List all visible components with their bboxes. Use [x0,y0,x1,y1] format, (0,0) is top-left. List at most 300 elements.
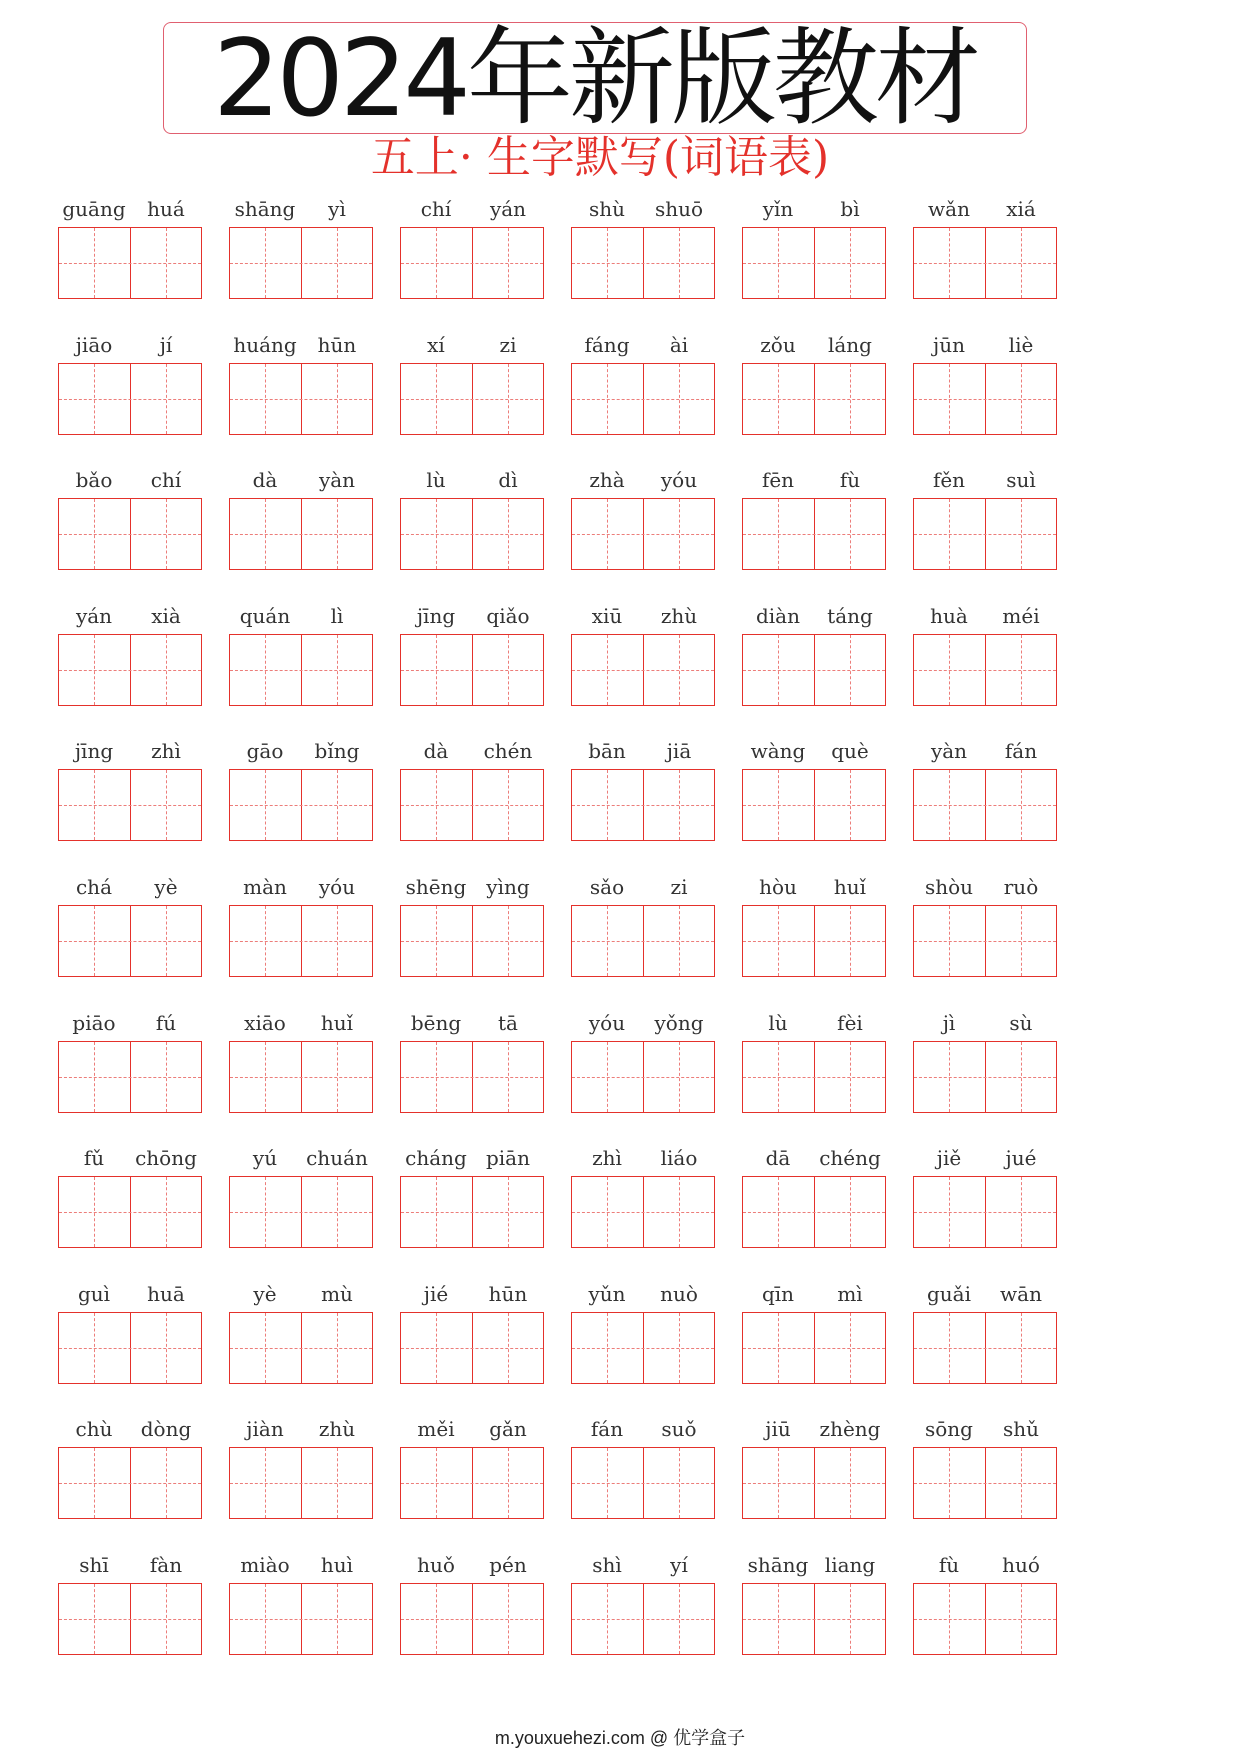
pinyin-label: huà [930,604,968,628]
pinyin-label: dòng [140,1417,192,1441]
writing-boxes[interactable] [58,769,202,841]
guide-line [59,534,201,535]
guide-line [914,1348,1056,1349]
pinyin-label: lù [426,468,446,492]
pinyin-label: yú [252,1146,278,1170]
writing-boxes[interactable] [913,634,1057,706]
guide-line [572,263,714,264]
pinyin-label: fàn [149,1553,183,1577]
guide-line [743,805,885,806]
writing-boxes[interactable] [400,1447,544,1519]
pinyin-label: lì [330,604,344,628]
writing-boxes[interactable] [571,769,715,841]
guide-line [59,1212,201,1213]
word-item [229,332,373,442]
word-item [58,874,202,984]
guide-line [743,263,885,264]
word-item [913,196,1057,306]
word-item [400,738,544,848]
pinyin-label: hūn [317,333,357,357]
pinyin-label: táng [827,604,873,628]
pinyin-label: miào [240,1553,290,1577]
pinyin-label: shì [592,1553,622,1577]
pinyin-label: diàn [755,604,800,628]
guide-line [401,941,543,942]
guide-line [59,670,201,671]
pinyin-label: què [831,739,869,763]
pinyin-label: màn [243,875,287,899]
word-item [58,1145,202,1255]
footer-source: m.youxuehezi.com @ 优学盒子 [494,1728,746,1748]
pinyin-label: pén [489,1553,527,1577]
guide-line [230,1212,372,1213]
writing-boxes[interactable] [400,363,544,435]
writing-boxes[interactable] [571,634,715,706]
pinyin-label: yí [670,1553,688,1577]
word-item [742,196,886,306]
writing-boxes[interactable] [571,1312,715,1384]
pinyin-label: mù [321,1282,353,1306]
pinyin-label: bǎo [75,468,113,492]
writing-boxes[interactable] [742,498,886,570]
writing-boxes[interactable] [229,227,373,299]
pinyin-label: xiū [591,604,623,628]
word-item [400,603,544,713]
word-item [571,1416,715,1526]
writing-boxes[interactable] [571,1583,715,1655]
pinyin-label: qīn [761,1282,795,1306]
pinyin-label: fēn [761,468,795,492]
guide-line [401,534,543,535]
word-item [400,196,544,306]
guide-line [572,1077,714,1078]
word-item [571,1281,715,1391]
word-item [913,1552,1057,1662]
pinyin-label: suǒ [661,1417,697,1441]
word-item [229,1145,373,1255]
pinyin-label: hòu [759,875,797,899]
pinyin-label: yàn [930,739,968,763]
pinyin-label: nuò [660,1282,698,1306]
pinyin-label: fèi [837,1011,863,1035]
guide-line [572,1483,714,1484]
pinyin-label: fú [155,1011,177,1035]
guide-line [401,1348,543,1349]
word-item [913,603,1057,713]
writing-boxes[interactable] [742,363,886,435]
writing-boxes[interactable] [400,1312,544,1384]
word-item [400,1281,544,1391]
guide-line [914,1619,1056,1620]
word-item [571,1010,715,1120]
pinyin-label: yán [489,197,527,221]
writing-boxes[interactable] [913,905,1057,977]
guide-line [401,1077,543,1078]
pinyin-label: shòu [924,875,974,899]
guide-line [743,1212,885,1213]
pinyin-label: quán [239,604,291,628]
writing-boxes[interactable] [571,1176,715,1248]
pinyin-label: shǔ [1002,1417,1040,1441]
pinyin-label: yìng [486,875,530,899]
pinyin-label: huó [1002,1553,1040,1577]
pinyin-label: yàn [318,468,356,492]
word-item [58,196,202,306]
pinyin-label: jiā [666,739,692,763]
pinyin-label: jí [159,333,173,357]
writing-boxes[interactable] [913,1583,1057,1655]
guide-line [230,1348,372,1349]
pinyin-label: yǐn [762,197,794,221]
pinyin-label: wǎn [928,197,970,221]
writing-boxes[interactable] [571,227,715,299]
guide-line [572,670,714,671]
pinyin-label: shāng [747,1553,809,1577]
word-item [229,738,373,848]
pinyin-label: yǔn [588,1282,626,1306]
word-item [742,467,886,577]
word-item [400,1552,544,1662]
pinyin-label: lù [768,1011,788,1035]
writing-boxes[interactable] [400,1583,544,1655]
word-item [571,874,715,984]
pinyin-label: sù [1009,1011,1033,1035]
pinyin-label: huǒ [417,1553,455,1577]
pinyin-label: zhù [660,604,698,628]
guide-line [914,670,1056,671]
pinyin-label: yán [75,604,113,628]
writing-boxes[interactable] [742,1176,886,1248]
writing-boxes[interactable] [742,1312,886,1384]
pinyin-label: jì [942,1011,956,1035]
pinyin-label: xiāo [244,1011,286,1035]
guide-line [743,941,885,942]
writing-boxes[interactable] [229,1041,373,1113]
guide-line [914,534,1056,535]
writing-boxes[interactable] [229,1176,373,1248]
guide-line [401,1619,543,1620]
writing-boxes[interactable] [58,363,202,435]
writing-boxes[interactable] [400,1041,544,1113]
writing-boxes[interactable] [913,769,1057,841]
guide-line [59,399,201,400]
writing-boxes[interactable] [742,634,886,706]
pinyin-label: zi [499,333,517,357]
guide-line [230,534,372,535]
pinyin-label: chuán [306,1146,368,1170]
guide-line [914,263,1056,264]
word-item [58,467,202,577]
writing-boxes[interactable] [571,498,715,570]
writing-boxes[interactable] [58,1041,202,1113]
pinyin-label: chù [75,1417,113,1441]
word-item [742,1145,886,1255]
writing-boxes[interactable] [229,1312,373,1384]
writing-boxes[interactable] [58,498,202,570]
pinyin-label: jiāo [75,333,113,357]
guide-line [59,1483,201,1484]
guide-line [59,1348,201,1349]
writing-boxes[interactable] [229,769,373,841]
word-item [58,1281,202,1391]
word-item [571,1552,715,1662]
writing-boxes[interactable] [571,363,715,435]
word-item [742,603,886,713]
word-item [400,1010,544,1120]
pinyin-label: jīng [416,604,456,628]
pinyin-label: fěn [932,468,966,492]
guide-line [59,805,201,806]
pinyin-label: jūn [933,333,965,357]
pinyin-label: jiū [765,1417,791,1441]
guide-line [401,805,543,806]
pinyin-label: huā [147,1282,185,1306]
word-item [742,1281,886,1391]
pinyin-label: guì [77,1282,111,1306]
pinyin-label: sōng [925,1417,973,1441]
pinyin-label: yóu [588,1011,626,1035]
word-item [742,332,886,442]
pinyin-label: yóu [318,875,356,899]
word-item [913,1145,1057,1255]
word-item [229,603,373,713]
pinyin-label: jiàn [246,1417,284,1441]
pinyin-label: zhà [589,468,625,492]
pinyin-label: chéng [819,1146,881,1170]
pinyin-label: chén [483,739,533,763]
writing-boxes[interactable] [913,1176,1057,1248]
writing-boxes[interactable] [742,1583,886,1655]
writing-boxes[interactable] [913,1041,1057,1113]
writing-boxes[interactable] [913,1312,1057,1384]
word-item [229,196,373,306]
pinyin-label: guǎi [926,1282,971,1306]
pinyin-label: liè [1008,333,1034,357]
guide-line [230,805,372,806]
pinyin-label: fán [590,1417,624,1441]
pinyin-label: fù [938,1553,960,1577]
writing-boxes[interactable] [58,1583,202,1655]
word-item [229,467,373,577]
pinyin-label: jiě [936,1146,962,1170]
pinyin-label: láng [827,333,872,357]
pinyin-label: piān [485,1146,530,1170]
pinyin-label: dā [765,1146,791,1170]
pinyin-label: liáo [660,1146,698,1170]
guide-line [914,1212,1056,1213]
guide-line [743,1348,885,1349]
pinyin-label: huá [147,197,185,221]
word-item [229,1416,373,1526]
guide-line [401,1483,543,1484]
word-item [58,332,202,442]
writing-boxes[interactable] [571,1041,715,1113]
pinyin-label: fǔ [83,1146,105,1170]
pinyin-label: bān [588,739,626,763]
guide-line [230,1483,372,1484]
pinyin-label: huáng [233,333,297,357]
guide-line [743,1077,885,1078]
pinyin-label: jīng [74,739,114,763]
pinyin-label: yì [328,197,346,221]
word-item [913,1416,1057,1526]
word-item [58,1552,202,1662]
guide-line [401,263,543,264]
writing-boxes[interactable] [913,498,1057,570]
pinyin-label: bǐng [314,739,360,763]
writing-boxes[interactable] [742,227,886,299]
word-item [913,332,1057,442]
guide-line [914,941,1056,942]
guide-line [59,1619,201,1620]
pinyin-label: yǒng [654,1011,704,1035]
word-item [571,196,715,306]
pinyin-label: jué [1005,1146,1037,1170]
writing-boxes[interactable] [229,905,373,977]
word-item [400,332,544,442]
pinyin-label: wān [1000,1282,1042,1306]
writing-boxes[interactable] [58,1447,202,1519]
pinyin-label: fán [1004,739,1038,763]
word-item [229,1010,373,1120]
word-item [58,738,202,848]
word-item [571,738,715,848]
word-item [742,738,886,848]
pinyin-label: dì [498,468,518,492]
guide-line [401,670,543,671]
writing-boxes[interactable] [229,498,373,570]
writing-boxes[interactable] [58,227,202,299]
word-item [742,1552,886,1662]
pinyin-label: huì [320,1553,354,1577]
word-item [229,1281,373,1391]
word-item [571,1145,715,1255]
pinyin-label: ruò [1003,875,1039,899]
writing-boxes[interactable] [400,905,544,977]
word-item [913,1281,1057,1391]
writing-boxes[interactable] [571,1447,715,1519]
pinyin-label: bì [840,197,860,221]
guide-line [401,399,543,400]
guide-line [572,1619,714,1620]
pinyin-label: chōng [135,1146,197,1170]
guide-line [914,805,1056,806]
pinyin-label: zi [670,875,688,899]
writing-boxes[interactable] [229,634,373,706]
pinyin-label: zhì [592,1146,622,1170]
pinyin-label: gǎn [489,1417,527,1441]
writing-boxes[interactable] [742,1041,886,1113]
guide-line [914,1483,1056,1484]
pinyin-label: xí [427,333,445,357]
pinyin-label: zǒu [760,333,796,357]
pinyin-label: méi [1002,604,1040,628]
guide-line [230,263,372,264]
writing-boxes[interactable] [229,363,373,435]
guide-line [230,399,372,400]
pinyin-label: piāo [72,1011,116,1035]
pinyin-label: shēng [405,875,467,899]
writing-boxes[interactable] [58,905,202,977]
pinyin-label: fáng [584,333,630,357]
guide-line [572,1348,714,1349]
pinyin-label: zhèng [819,1417,881,1441]
guide-line [59,1077,201,1078]
page-title: 2024年新版教材 [213,17,977,140]
writing-boxes[interactable] [913,363,1057,435]
word-item [400,874,544,984]
writing-boxes[interactable] [400,634,544,706]
guide-line [59,941,201,942]
pinyin-label: mì [837,1282,863,1306]
pinyin-label: chá [75,875,112,899]
guide-line [59,263,201,264]
title-frame [163,17,1027,140]
writing-boxes[interactable] [913,227,1057,299]
pinyin-label: liang [824,1553,876,1577]
guide-line [572,534,714,535]
pinyin-label: shī [79,1553,109,1577]
writing-boxes[interactable] [571,905,715,977]
guide-line [572,399,714,400]
pinyin-label: dà [252,468,278,492]
pinyin-label: cháng [405,1146,467,1170]
word-item [571,603,715,713]
writing-boxes[interactable] [742,905,886,977]
word-item [742,1010,886,1120]
word-item [913,1010,1057,1120]
writing-boxes[interactable] [400,227,544,299]
pinyin-label: yè [154,875,178,899]
word-item [58,1416,202,1526]
pinyin-label: yè [253,1282,277,1306]
guide-line [230,1619,372,1620]
page-subtitle: 五上· 生字默写(词语表) [370,132,830,183]
guide-line [743,1619,885,1620]
writing-boxes[interactable] [229,1447,373,1519]
writing-boxes[interactable] [742,769,886,841]
writing-boxes[interactable] [742,1447,886,1519]
writing-boxes[interactable] [400,498,544,570]
pinyin-label: tā [498,1011,518,1035]
pinyin-label: zhì [151,739,181,763]
writing-boxes[interactable] [400,1176,544,1248]
pinyin-label: hūn [488,1282,528,1306]
writing-boxes[interactable] [229,1583,373,1655]
writing-boxes[interactable] [58,634,202,706]
writing-boxes[interactable] [58,1176,202,1248]
guide-line [743,399,885,400]
word-item [571,332,715,442]
word-item [229,1552,373,1662]
guide-line [914,399,1056,400]
word-item [913,874,1057,984]
writing-boxes[interactable] [400,769,544,841]
pinyin-label: shù [588,197,626,221]
word-item [913,467,1057,577]
writing-boxes[interactable] [58,1312,202,1384]
guide-line [914,1077,1056,1078]
guide-line [230,670,372,671]
guide-line [743,1483,885,1484]
pinyin-label: xiá [1006,197,1036,221]
pinyin-label: chí [150,468,182,492]
guide-line [743,534,885,535]
pinyin-label: yóu [660,468,698,492]
pinyin-label: shuō [654,197,704,221]
writing-boxes[interactable] [913,1447,1057,1519]
pinyin-label: xià [151,604,181,628]
